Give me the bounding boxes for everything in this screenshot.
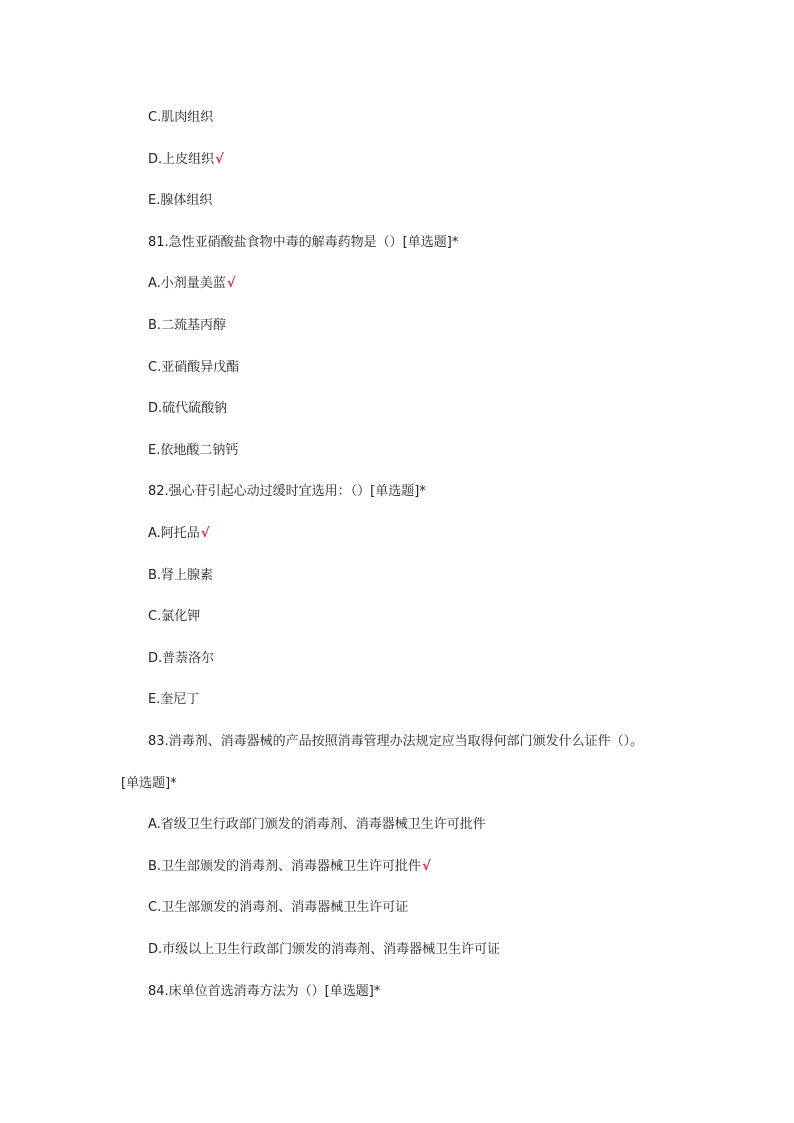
option-c: [148, 359, 240, 377]
option-text: C.亚硝酸异戊酯: [148, 360, 240, 375]
correct-mark-icon: √: [215, 152, 224, 167]
question-text: [单选题]*: [121, 776, 177, 791]
option-d: [148, 650, 215, 668]
option-e: [148, 192, 213, 210]
option-text: E.依地酸二钠钙: [148, 443, 239, 458]
question-84: [148, 983, 381, 1001]
option-b: [148, 567, 214, 585]
option-text: A.阿托品: [148, 526, 200, 541]
option-text: D.硫代硫酸钠: [148, 401, 228, 416]
option-text: D.上皮组织: [148, 152, 215, 167]
question-83: [148, 733, 644, 751]
option-text: B.卫生部颁发的消毒剂、消毒器械卫生许可批件: [148, 859, 422, 874]
option-text: B.肾上腺素: [148, 568, 214, 583]
option-d: [148, 941, 501, 959]
option-text: B.二巯基丙醇: [148, 318, 227, 333]
option-e: [148, 691, 200, 709]
option-text: D.普萘洛尔: [148, 651, 215, 666]
option-text: E.腺体组织: [148, 193, 213, 208]
option-text: A.省级卫生行政部门颁发的消毒剂、消毒器械卫生许可批件: [148, 817, 486, 832]
option-d: [148, 400, 228, 418]
question-83-continuation: [121, 775, 178, 793]
option-c: [148, 109, 214, 127]
option-text: C.肌肉组织: [148, 110, 214, 125]
option-b: [148, 317, 227, 335]
option-a: [148, 525, 209, 543]
option-text: D.市级以上卫生行政部门颁发的消毒剂、消毒器械卫生许可证: [148, 942, 501, 957]
option-text: C.卫生部颁发的消毒剂、消毒器械卫生许可证: [148, 900, 409, 915]
option-text: C.氯化钾: [148, 609, 201, 624]
option-b: [148, 858, 431, 876]
question-text: 83.消毒剂、消毒器械的产品按照消毒管理办法规定应当取得何部门颁发什么证件（）。: [148, 734, 644, 749]
option-text: E.奎尼丁: [148, 692, 200, 707]
option-a: [148, 816, 487, 834]
option-text: A.小剂量美蓝: [148, 276, 226, 291]
correct-mark-icon: √: [200, 526, 210, 541]
question-81: [148, 234, 459, 252]
option-c: [148, 899, 409, 917]
correct-mark-icon: √: [226, 276, 236, 291]
option-e: [148, 442, 239, 460]
question-text: 84.床单位首选消毒方法为（）[单选题]*: [148, 984, 381, 999]
question-82: [148, 483, 427, 501]
question-text: 82.强心苷引起心动过缓时宜选用：（）[单选题]*: [148, 484, 426, 499]
option-c: [148, 608, 201, 626]
option-a: [148, 275, 235, 293]
correct-mark-icon: √: [422, 859, 431, 874]
option-d: [148, 151, 224, 169]
question-text: 81.急性亚硝酸盐食物中毒的解毒药物是（）[单选题]*: [148, 235, 459, 250]
